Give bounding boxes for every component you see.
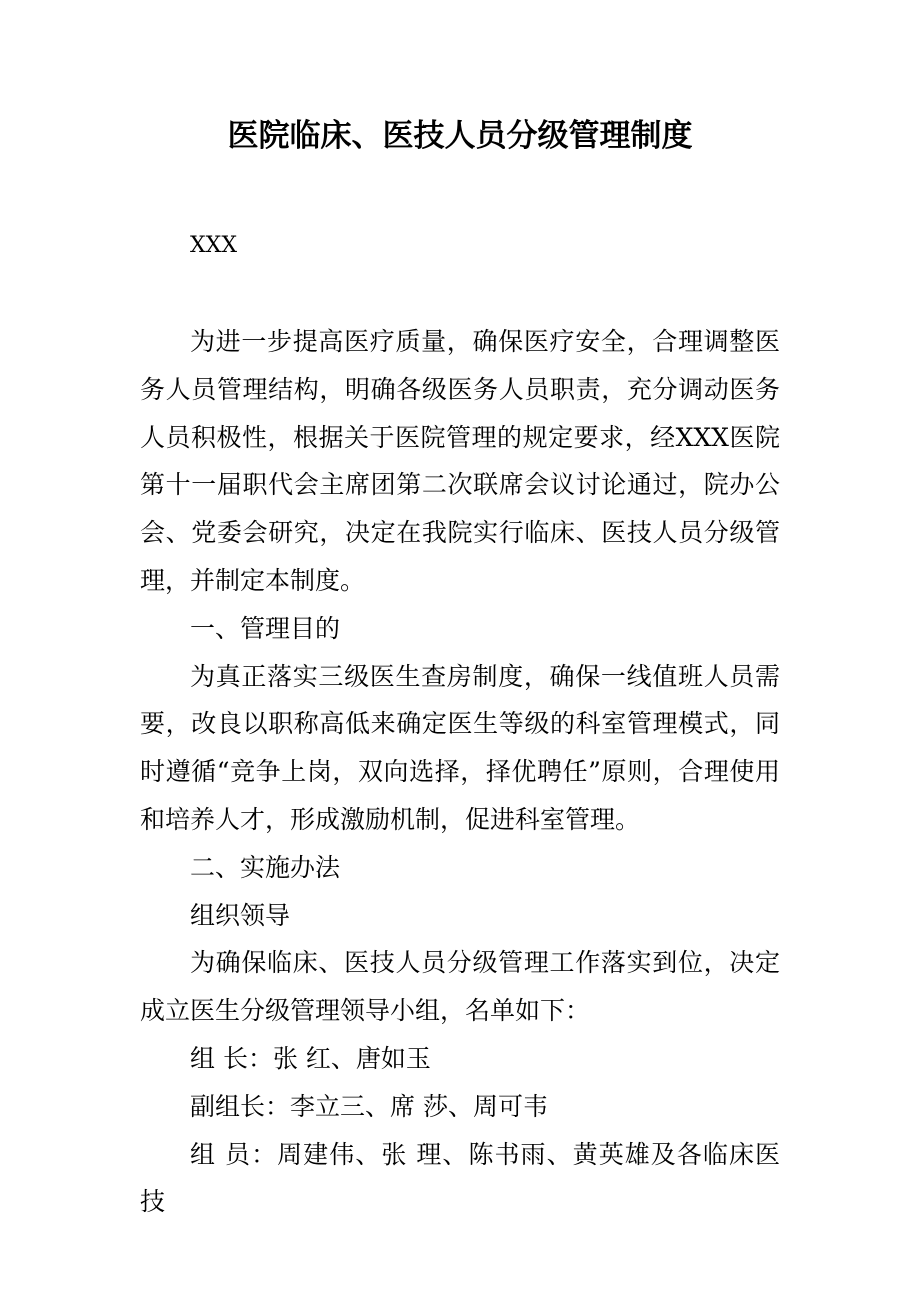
paragraph-organization: 为确保临床、医技人员分级管理工作落实到位，决定成立医生分级管理领导小组，名单如下： [140,948,780,1026]
document-body [140,318,780,1226]
subheading-organization: 组织领导 [190,900,291,930]
heading-management-purpose: 一、管理目的 [190,613,341,643]
document-author: XXX [190,233,237,258]
member-members: 组 员：周建伟、张 理、陈书雨、黄英雄及各临床医技 [140,1139,780,1217]
member-deputy-leader: 副组长：李立三、席 莎、周可韦 [190,1091,548,1121]
heading-implementation: 二、实施办法 [190,852,341,882]
document-title: 医院临床、医技人员分级管理制度 [227,118,693,154]
paragraph-intro: 为进一步提高医疗质量，确保医疗安全，合理调整医务人员管理结构，明确各级医务人员职责，充分调动医务人员积极性，根据关于医院管理的规定要求，经XXX医院第十一届职代会主席团第二次联席会议讨论通过，院办公会、党委会研究，决定在我院实行临床、医技人员分级管理，并制定本制度。 [140,327,780,595]
member-leader: 组 长：张 红、唐如玉 [190,1043,431,1073]
paragraph-purpose: 为真正落实三级医生查房制度，确保一线值班人员需要，改良以职称高低来确定医生等级的科室管理模式，同时遵循“竞争上岗，双向选择，择优聘任”原则，合理使用和培养人才，形成激励机制，促进科室管理。 [140,661,780,834]
